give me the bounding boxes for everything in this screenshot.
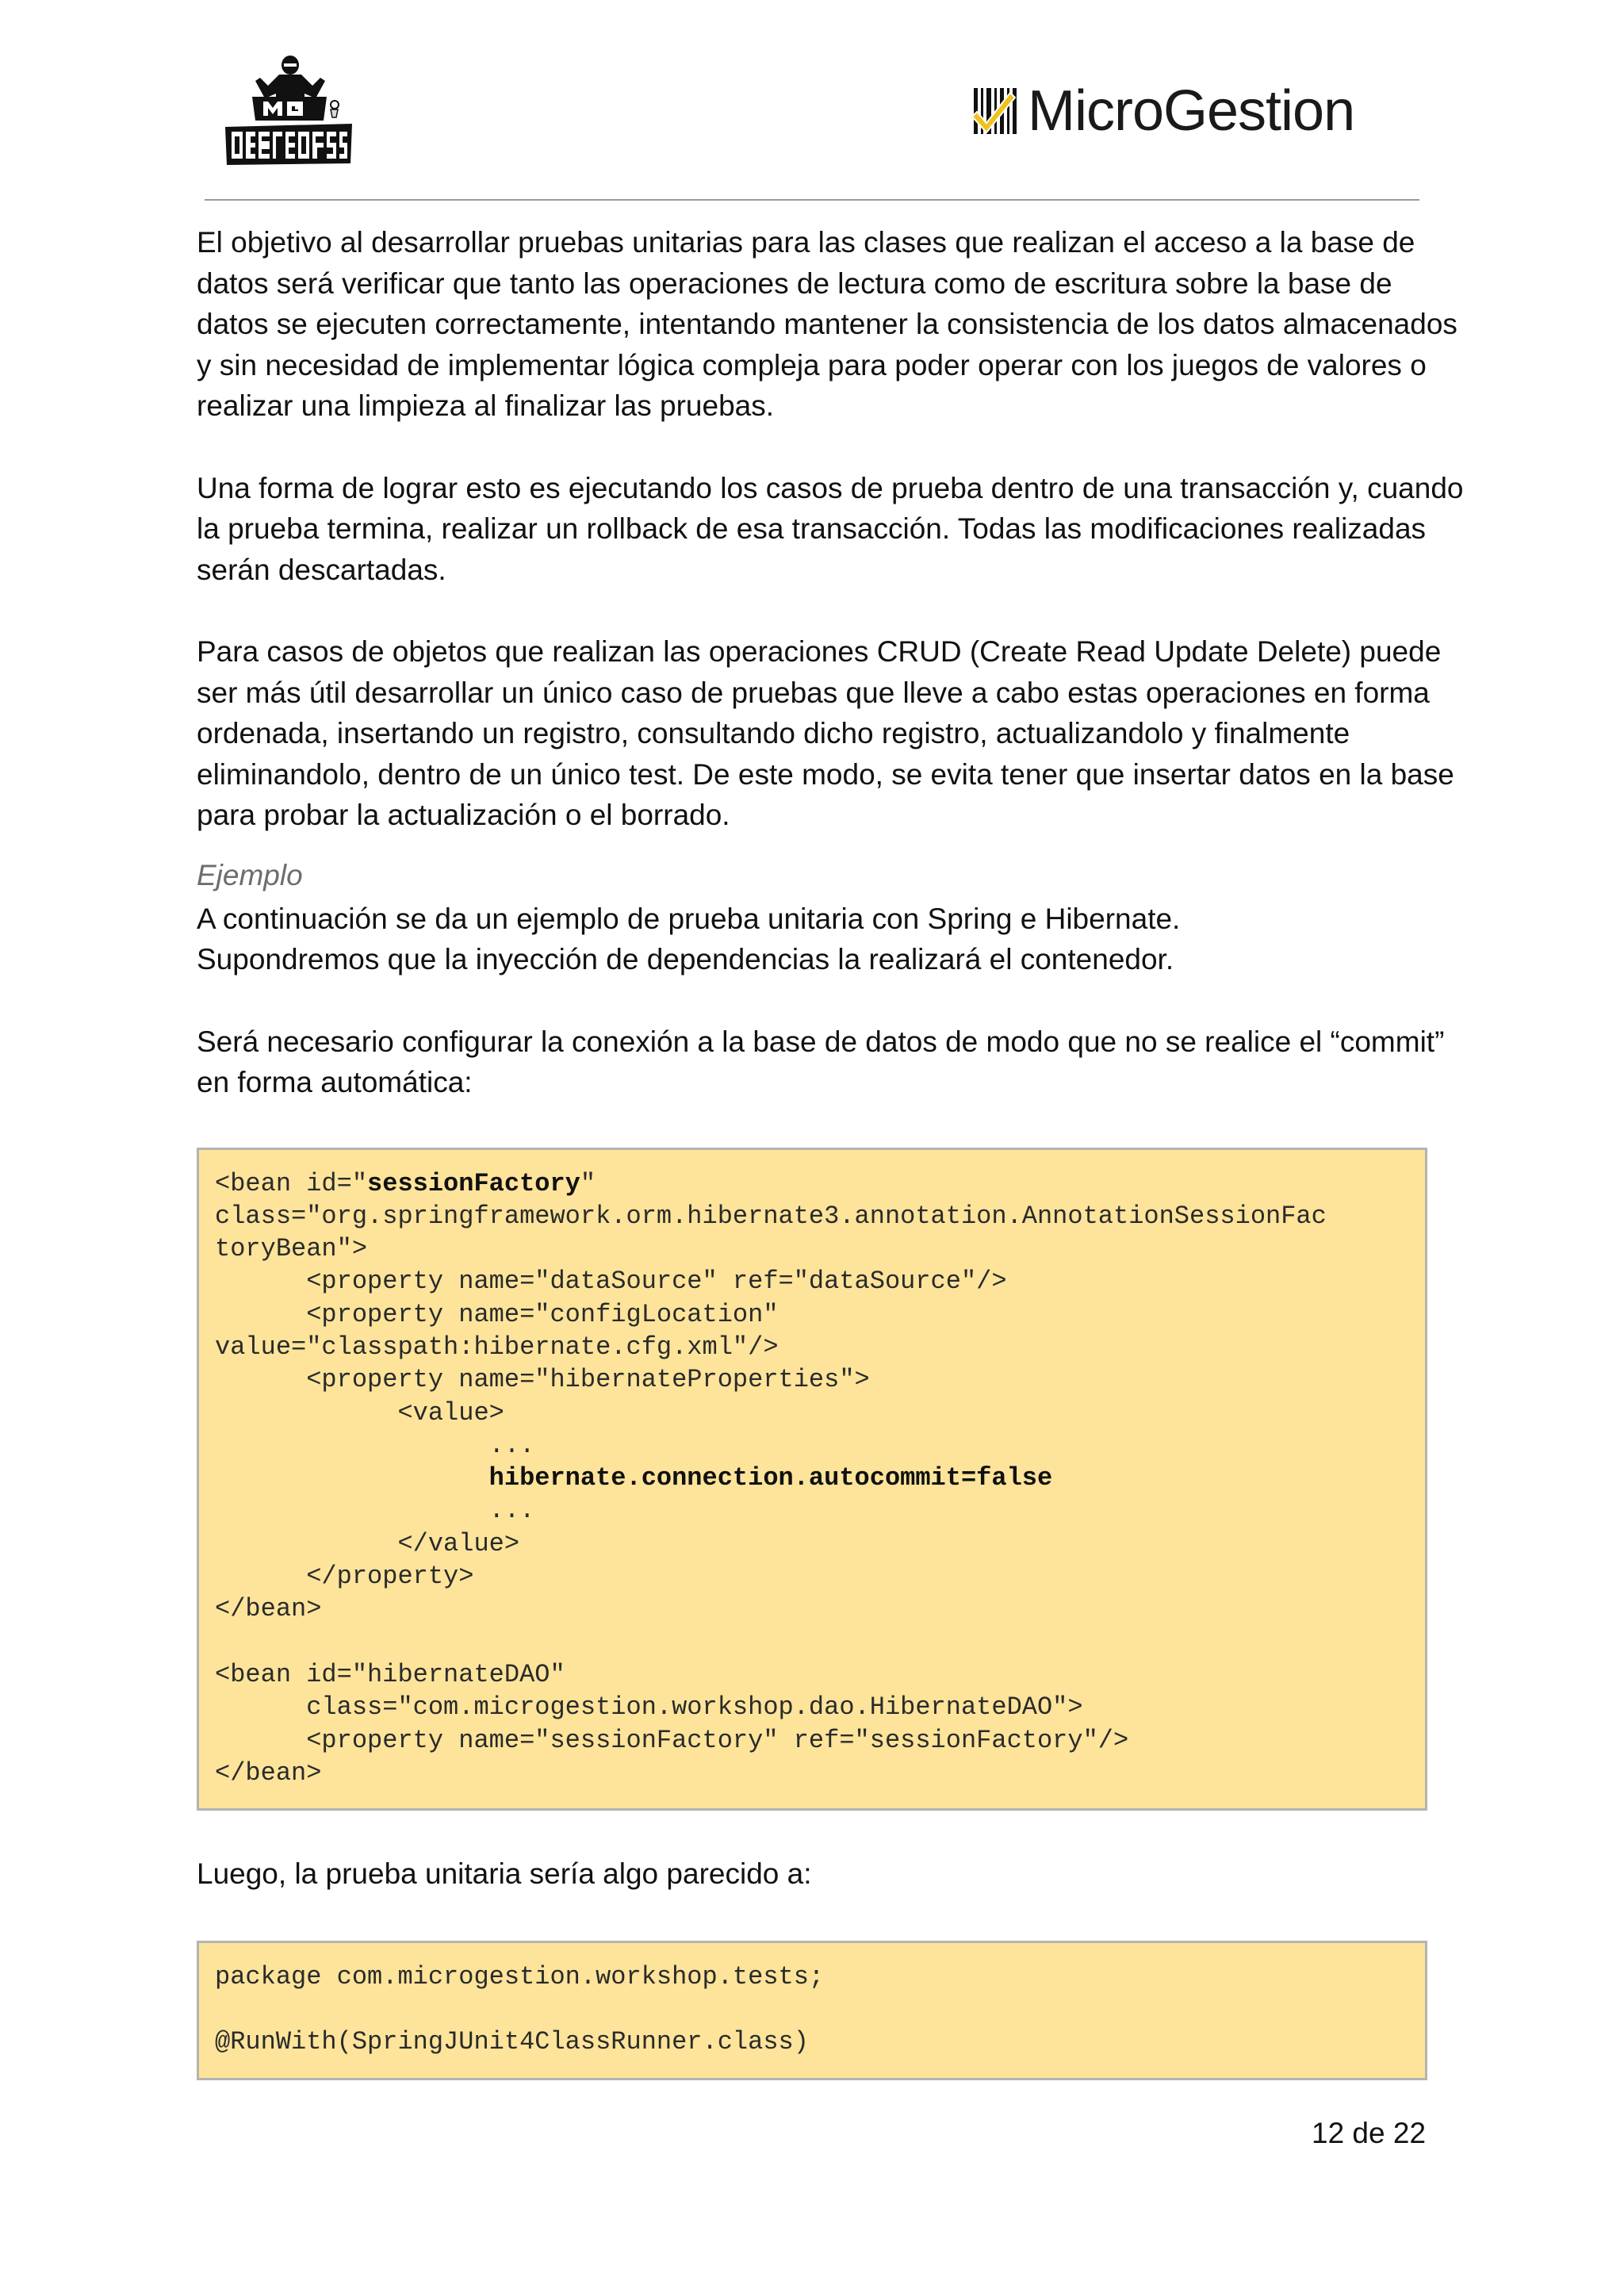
code-token: <value> <box>215 1397 504 1428</box>
header-divider <box>205 199 1419 201</box>
code-line <box>215 1462 1425 1494</box>
paragraph: Para casos de objetos que realizan las operaciones CRUD (Create Read Update Delete) puede ser más útil desarrollar un único caso de pruebas que lleve a cabo estas operaciones en forma ordenada, insertando un registro, consultando dicho registro, actualizandolo y finalmente eliminandolo, dentro de un único test. De este modo, se evita tener que insertar datos en la base para probar la actualización o el borrado. <box>197 635 1454 831</box>
code-line <box>215 1658 1425 1691</box>
code-line <box>215 1757 1425 1789</box>
code-block <box>197 1941 1427 2080</box>
code-token: </property> <box>215 1562 474 1592</box>
paragraph: Será necesario configurar la conexión a la base de datos de modo que no se realice el “commit” en forma automática: <box>197 1025 1445 1098</box>
code-line <box>215 1961 1425 1993</box>
code-token-bold: sessionFactory <box>367 1168 580 1198</box>
code-token: toryBean"> <box>215 1234 368 1264</box>
paragraph: Luego, la prueba unitaria sería algo parecido a: <box>197 1857 812 1891</box>
code-line <box>215 1560 1425 1593</box>
paragraph: A continuación se da un ejemplo de prueba unitaria con Spring e Hibernate. Supondremos que la inyección de dependencias la realizará el contenedor. <box>197 902 1181 976</box>
code-token: @RunWith(SpringJUnit4ClassRunner.class) <box>215 2027 809 2057</box>
mg-developers-logo <box>220 54 357 167</box>
code-token: ... <box>215 1496 535 1526</box>
code-line <box>215 1593 1425 1625</box>
code-token: </value> <box>215 1528 520 1558</box>
code-line <box>215 1626 1425 1658</box>
code-line <box>215 1167 1425 1200</box>
code-block <box>197 1148 1427 1811</box>
code-line <box>215 1298 1425 1331</box>
code-line <box>215 1265 1425 1297</box>
microgestion-logo-text: MicroGestion <box>1028 79 1355 143</box>
code-line <box>215 1724 1425 1757</box>
code-token-bold: hibernate.connection.autocommit=false <box>488 1463 1053 1493</box>
code-token: <property name="sessionFactory" ref="sessionFactory"/> <box>215 1725 1129 1755</box>
code-line <box>215 1397 1425 1429</box>
paragraph: El objetivo al desarrollar pruebas unitarias para las clases que realizan el acceso a la base de datos será verificar que tanto las operaciones de lectura como de escritura sobre la base de datos se ejecuten correctamente, intentando mantener la consistencia de los datos almacenados y sin necesidad de implementar lógica compleja para poder operar con los juegos de valores o realizar una limpieza al finalizar las pruebas. <box>197 226 1457 422</box>
code-token: package com.microgestion.workshop.tests; <box>215 1961 825 1991</box>
code-token: " <box>580 1168 596 1198</box>
code-line <box>215 1429 1425 1462</box>
code-token: <property name="hibernateProperties"> <box>215 1365 870 1395</box>
code-token: <property name="dataSource" ref="dataSource"/> <box>215 1267 1007 1297</box>
code-token: class="org.springframework.orm.hibernate3.annotation.AnnotationSessionFac <box>215 1201 1327 1231</box>
document-body <box>197 222 1465 2123</box>
code-token: value="classpath:hibernate.cfg.xml"/> <box>215 1332 779 1362</box>
code-token: </bean> <box>215 1594 322 1624</box>
code-line <box>215 1691 1425 1723</box>
paragraph: Una forma de lograr esto es ejecutando los casos de prueba dentro de una transacción y, cuando la prueba termina, realizar un rollback de esa transacción. Todas las modificaciones realizadas serán descartadas. <box>197 471 1464 586</box>
code-line <box>215 1494 1425 1527</box>
code-line <box>215 2026 1425 2058</box>
microgestion-logo <box>972 81 1354 141</box>
section-heading: Ejemplo <box>197 858 303 891</box>
code-token: class="com.microgestion.workshop.dao.HibernateDAO"> <box>215 1692 1083 1723</box>
code-line <box>215 1363 1425 1396</box>
code-token <box>215 1463 489 1493</box>
barcode-check-icon <box>972 85 1018 137</box>
code-token: </bean> <box>215 1757 322 1788</box>
code-token: <bean id="hibernateDAO" <box>215 1659 565 1689</box>
code-token: ... <box>215 1430 535 1460</box>
code-line <box>215 1527 1425 1560</box>
code-line <box>215 1200 1425 1232</box>
code-line <box>215 1993 1425 2026</box>
code-token: <bean id=" <box>215 1168 368 1198</box>
code-line <box>215 1232 1425 1265</box>
page-header <box>0 0 1624 206</box>
page-number: 12 de 22 <box>1312 2117 1427 2149</box>
code-line <box>215 1331 1425 1363</box>
mg-developers-logo-icon <box>220 54 357 167</box>
code-token: <property name="configLocation" <box>215 1299 779 1329</box>
